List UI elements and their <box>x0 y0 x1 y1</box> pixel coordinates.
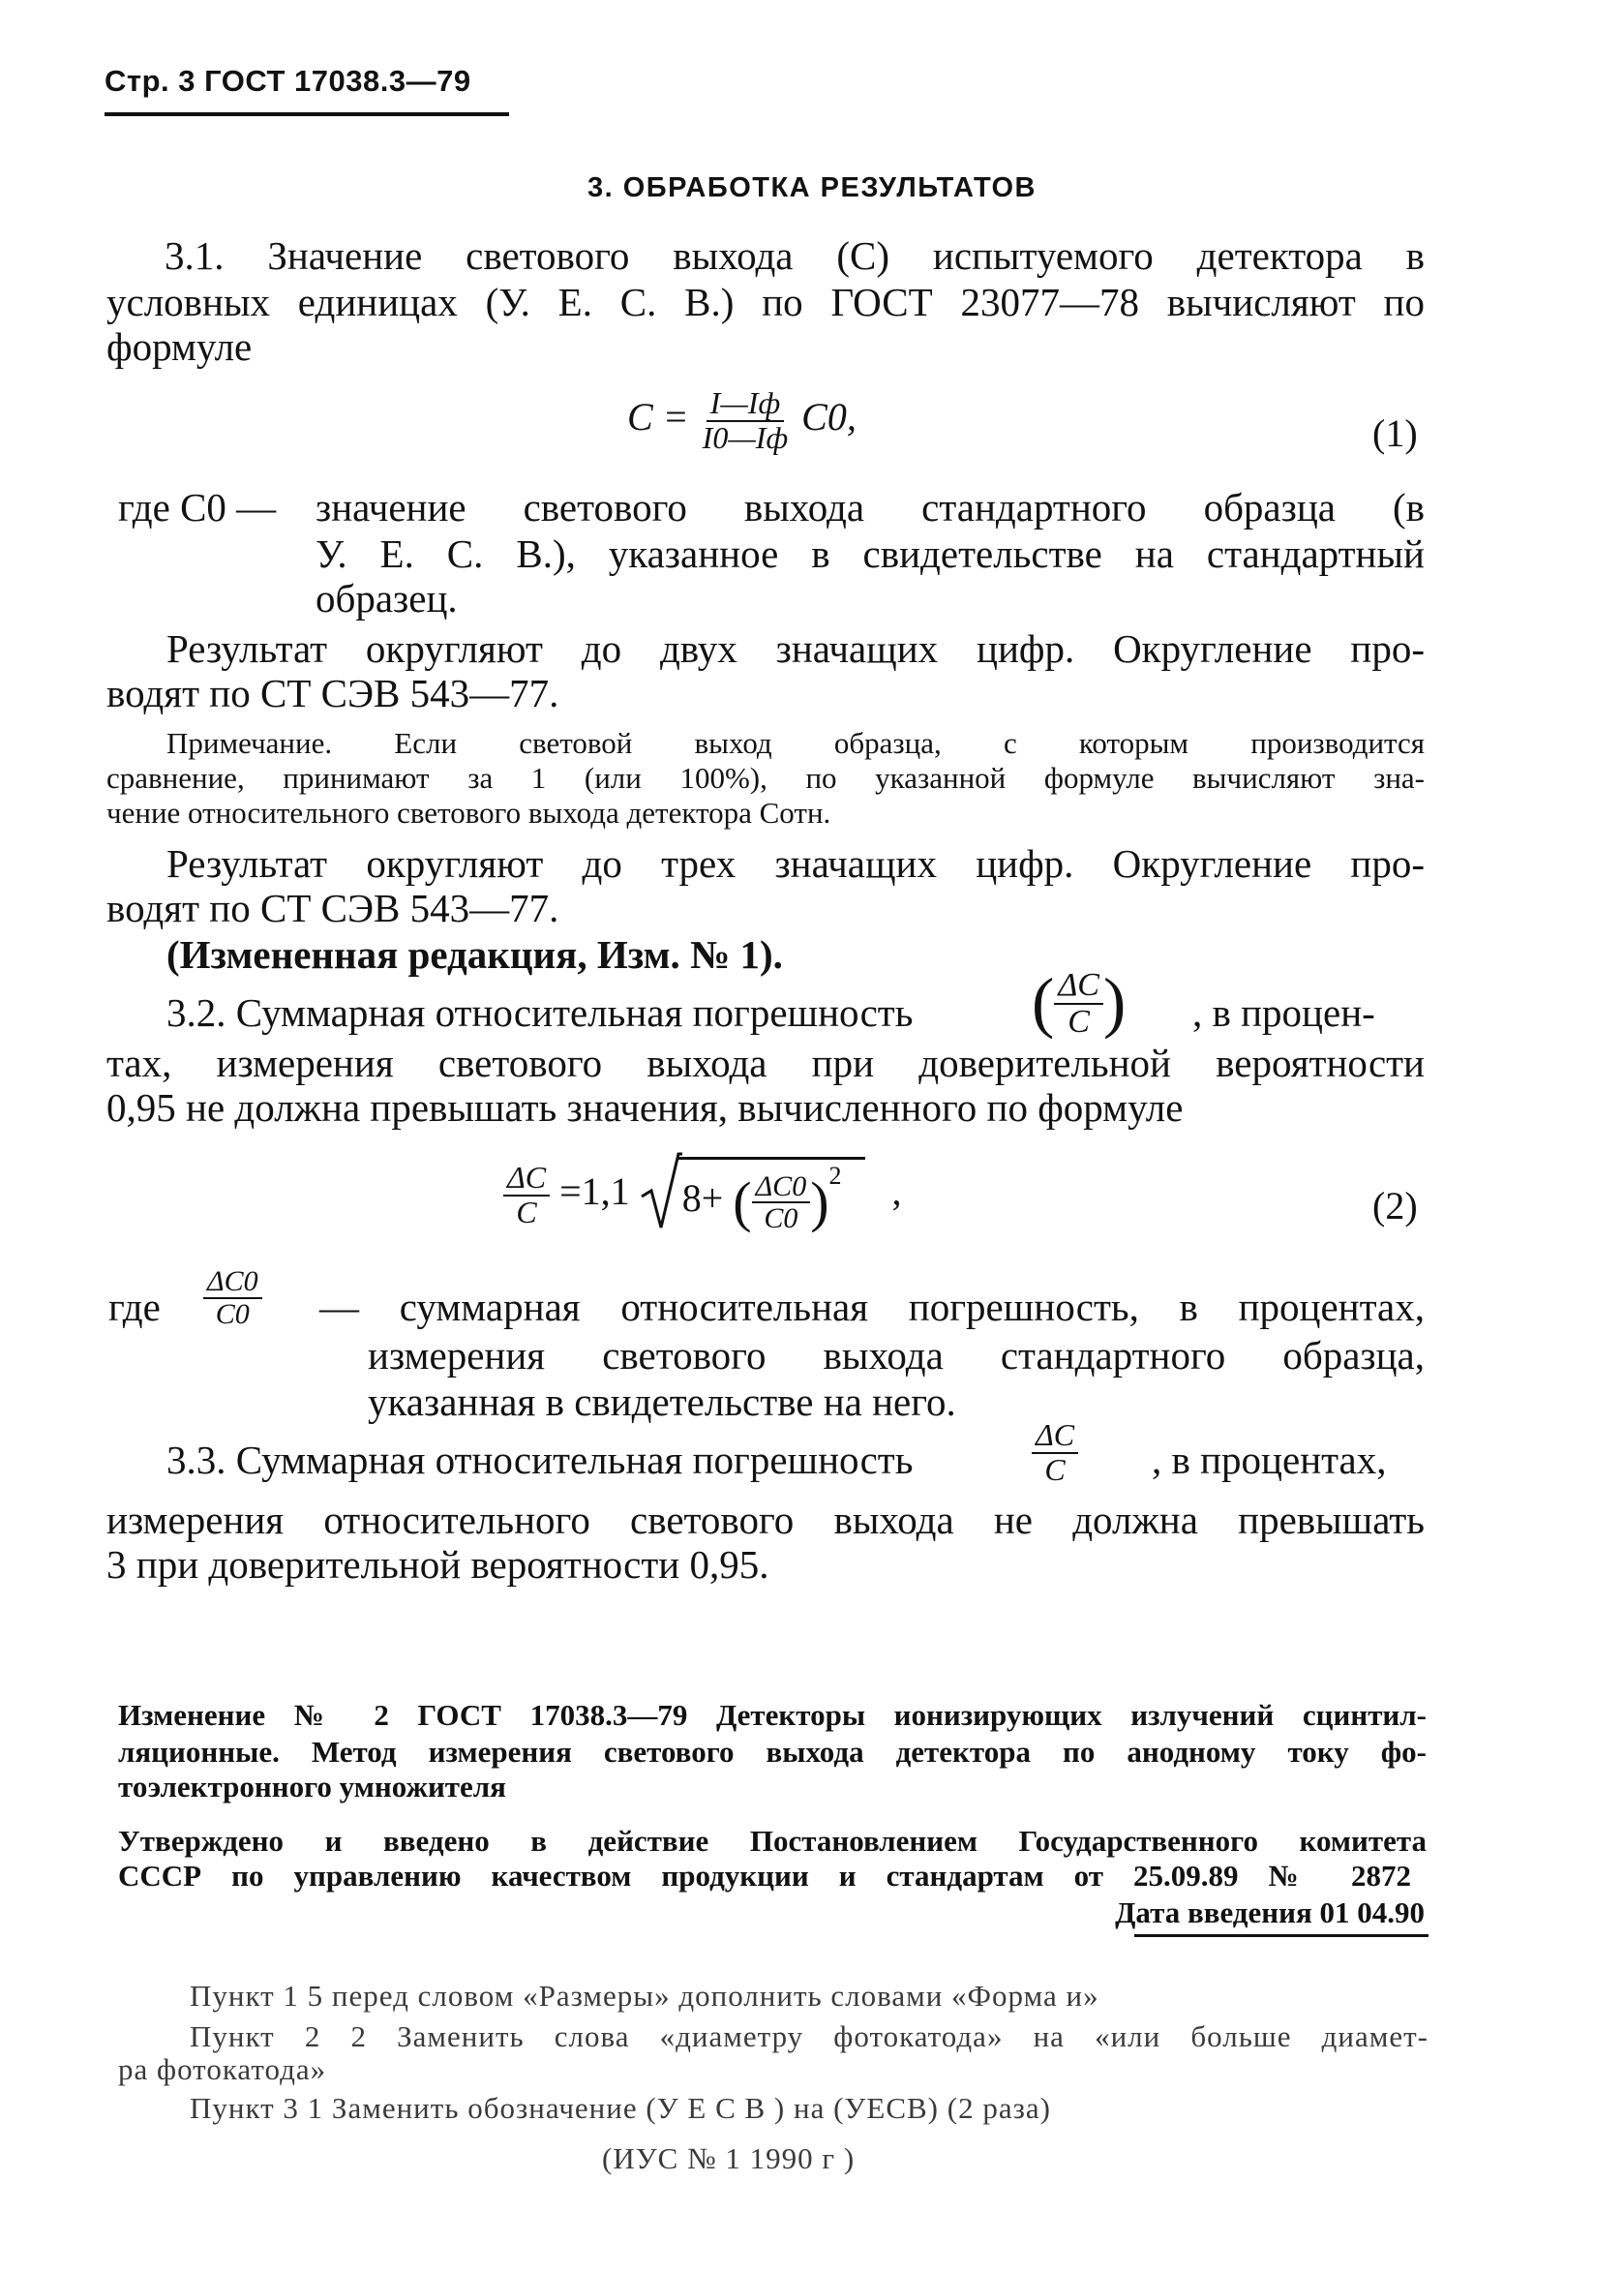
formula2-radicand: 8+ ( $\frac{\Delta С0}{С0}$ )$^2$ <box>678 1157 865 1233</box>
result2-line1: Результат округляют до трех значащих цифр. Округление про- <box>166 841 1425 886</box>
note-line3: чение относительного светового выхода детектора Сотн. <box>106 796 831 830</box>
section-title: 3. ОБРАБОТКА РЕЗУЛЬТАТОВ <box>586 172 1038 203</box>
p31-line3: формуле <box>106 324 253 369</box>
where2-fraction <box>203 1266 262 1329</box>
amendment2-line3: тоэлектронного умножителя <box>118 1770 506 1803</box>
formula1-lhs: С = <box>627 394 689 439</box>
changes-footer: (ИУС № 1 1990 г ) <box>602 2141 856 2175</box>
formula2-inner-num: ΔС0 <box>752 1171 811 1204</box>
where1-line3: образец. <box>316 576 458 621</box>
formula2-inner-den: С0 <box>764 1202 798 1235</box>
amendment2-line1: Изменение № 2 ГОСТ 17038.3—79 Детекторы ионизирующих излучений сцинтил- <box>118 1698 1427 1732</box>
p33-frac-den: С <box>1044 1451 1066 1487</box>
formula2-exponent: 2 <box>828 1162 842 1191</box>
formula2-lhs-den: С <box>516 1195 537 1229</box>
amended-note: (Измененная редакция, Изм. № 1). <box>166 932 783 977</box>
p32-fraction: ( $\frac{\Delta С}{С}$ ) <box>1032 965 1127 1041</box>
changes-line2: Пункт 2 2 Заменить слова «диаметру фотокатода» на «или больше диамет- <box>190 2019 1429 2053</box>
where2-lead: где <box>108 1285 161 1329</box>
p33-fraction <box>1032 1419 1078 1486</box>
p33-line2: измерения относительного светового выхода не должна превышать <box>106 1498 1425 1542</box>
p31-line1: 3.1. Значение светового выхода (С) испытуемого детектора в <box>165 233 1425 278</box>
result2-line2: водят по СТ СЭВ 543—77. <box>106 886 559 930</box>
formula2-radical <box>640 1150 682 1241</box>
formula2-lhs-num: ΔС <box>503 1162 550 1197</box>
amendment2-line2: ляционные. Метод измерения светового выхода детектора по анодному току фо- <box>118 1735 1427 1769</box>
where2-line1: — суммарная относительная погрешность, в процентах, <box>319 1285 1425 1329</box>
equation-number-2: (2) <box>1372 1184 1418 1227</box>
note-line2: сравнение, принимают за 1 (или 100%), по указанной формуле вычисляют зна- <box>106 761 1425 795</box>
changes-line4: Пункт 3 1 Заменить обозначение (У Е С В ) на (УЕСВ) (2 раза) <box>190 2091 1051 2125</box>
formula1-rhs: C0, <box>801 394 857 439</box>
p33-line3: 3 при доверительной вероятности 0,95. <box>106 1542 769 1587</box>
changes-line1: Пункт 1 5 перед словом «Размеры» дополнить словами «Форма и» <box>190 1979 1099 2013</box>
header-rule <box>105 112 509 116</box>
where1-line1: значение светового выхода стандартного образца (в <box>316 485 1425 530</box>
changes-line3: ра фотокатода» <box>118 2052 327 2086</box>
formula-2 <box>503 1150 902 1241</box>
p32-line1-start: 3.2. Суммарная относительная погрешность <box>166 990 914 1035</box>
where2-frac-num: ΔС0 <box>203 1266 262 1299</box>
p33-line1-start: 3.3. Суммарная относительная погрешность <box>166 1438 914 1482</box>
p32-frac-den: С <box>1068 1003 1090 1040</box>
p32-frac-num: ΔС <box>1054 968 1103 1005</box>
p31-line2: условных единицах (У. Е. С. В.) по ГОСТ 23077—78 вычисляют по <box>106 280 1425 324</box>
amendment2-line4: Утверждено и введено в действие Постановлением Государственного комитета <box>118 1824 1427 1858</box>
radical-sign-icon <box>640 1150 682 1231</box>
p33-line1-end: , в процентах, <box>1152 1438 1387 1482</box>
where1-line2: У. Е. С. В.), указанное в свидетельстве на стандартный <box>316 531 1425 576</box>
formula1-denominator: I0—Iф <box>702 419 789 455</box>
formula1-fraction <box>699 387 792 454</box>
where1-lead: где C0 — <box>118 485 277 530</box>
p32-line1-end: , в процен- <box>1192 990 1375 1035</box>
running-head: Стр. 3 ГОСТ 17038.3—79 <box>105 64 471 98</box>
formula2-radicand-start: 8+ <box>681 1176 724 1221</box>
result1-line2: водят по СТ СЭВ 543—77. <box>106 671 559 715</box>
date-underline <box>1134 1934 1429 1937</box>
where2-frac-den: С0 <box>215 1297 250 1330</box>
p32-line3: 0,95 не должна превышать значения, вычисленного по формуле <box>106 1085 1184 1130</box>
p33-frac-num: ΔС <box>1032 1419 1078 1454</box>
formula2-coef: =1,1 <box>559 1169 630 1214</box>
where2-line3: указанная в свидетельстве на него. <box>368 1379 956 1424</box>
amendment2-line5: СССР по управлению качеством продукции и стандартам от 25.09.89 № 2872 <box>118 1859 1411 1893</box>
where2-line2: измерения светового выхода стандартного образца, <box>368 1333 1425 1378</box>
amendment2-date: Дата введения 01 04.90 <box>1115 1895 1425 1929</box>
formula2-tail: , <box>891 1169 902 1214</box>
p32-line2: тах, измерения светового выхода при доверительной вероятности <box>106 1041 1425 1085</box>
result1-line1: Результат округляют до двух значащих цифр. Округление про- <box>166 626 1425 671</box>
note-line1: Примечание. Если световой выход образца, с которым производится <box>166 726 1425 760</box>
equation-number-1: (1) <box>1372 411 1418 455</box>
formula1-numerator: I—Iф <box>707 387 784 422</box>
formula-1 <box>627 387 857 454</box>
